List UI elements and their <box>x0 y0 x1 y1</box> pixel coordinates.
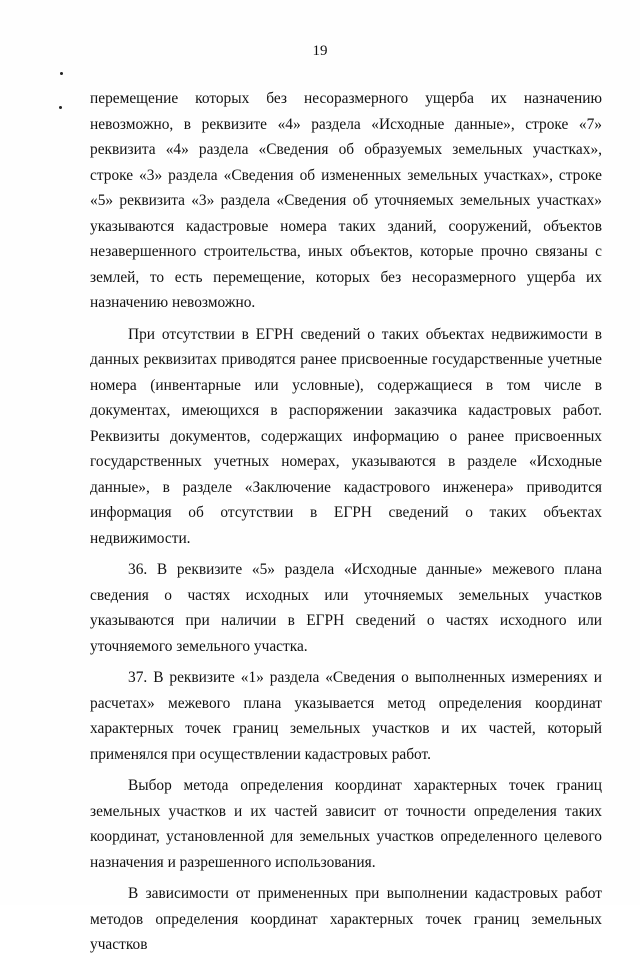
paragraph: В зависимости от примененных при выполнении кадастровых работ методов определения координат характерных точек границ земельных участков <box>90 885 602 953</box>
paragraph-item-36: 36. В реквизите «5» раздела «Исходные данные» межевого плана сведения о частях исходных или уточняемых земельных участков указываются при наличии в ЕГРН сведений о частях исходного или уточняемого земельного участка. <box>90 561 602 655</box>
paragraph: Выбор метода определения координат характерных точек границ земельных участков и их частей зависит от точности определения таких координат, установленной для земельных участков определенного целевого назначения и разрешенного использования. <box>90 777 602 871</box>
paragraph: При отсутствии в ЕГРН сведений о таких объектах недвижимости в данных реквизитах приводятся ранее присвоенные государственные учетные номера (инвентарные или условные), содержащиеся в том числе в документах, имеющихся в распоряжении заказчика кадастровых работ. Реквизиты документов, содержащих информацию о ранее присвоенных государственных учетных номерах, указываются в разделе «Исходные данные», в разделе «Заключение кадастрового инженера» приводится информация об отсутствии в ЕГРН сведений о таких объектах недвижимости. <box>90 325 602 547</box>
document-body <box>90 86 602 964</box>
paragraph-continuation: перемещение которых без несоразмерного ущерба их назначению невозможно, в реквизите «4» раздела «Исходные данные», строке «7» реквизита «4» раздела «Сведения об образуемых земельных участках», строке «3» раздела «Сведения об измененных земельных участках», строке «5» реквизита «3» раздела «Сведения об уточняемых земельных участках» указываются кадастровые номера таких зданий, сооружений, объектов незавершенного строительства, иных объектов, которые прочно связаны с землей, то есть перемещение, которых без несоразмерного ущерба их назначению невозможно. <box>90 90 602 311</box>
scan-mark <box>60 72 63 75</box>
paragraph-item-37: 37. В реквизите «1» раздела «Сведения о выполненных измерениях и расчетах» межевого плана указывается метод определения координат характерных точек границ земельных участков и их частей, который применялся при осуществлении кадастровых работ. <box>90 669 602 763</box>
scan-mark <box>59 106 62 109</box>
page-number: 19 <box>312 43 328 59</box>
